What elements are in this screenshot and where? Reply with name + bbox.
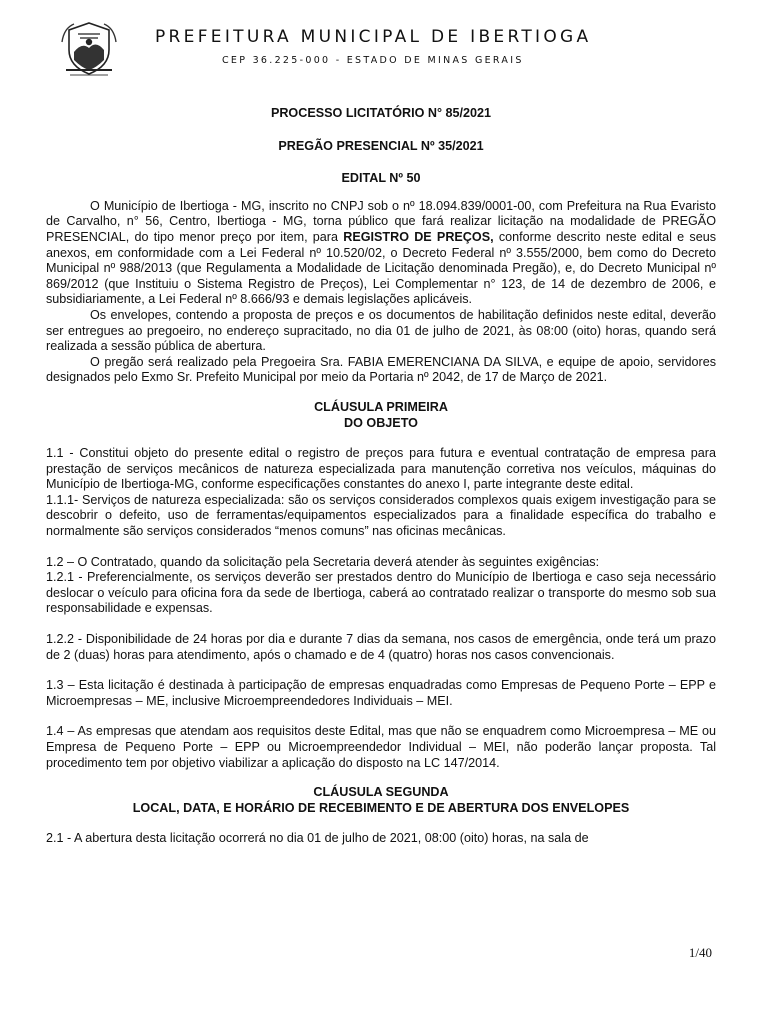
item-2-1: 2.1 - A abertura desta licitação ocorrerá no dia 01 de julho de 2021, 08:00 (oito) horas, na sala de — [46, 831, 589, 846]
item-1-1-1: 1.1.1- Serviços de natureza especializada: são os serviços considerados complexos quais exigem investigação para se descobrir o defeito, uso de ferramentas/equipamentos especializados para a finalidade específica do trabalho e normalmente são serviços considerados “menos comuns” nas oficinas mecânicas. — [46, 492, 716, 539]
pregao-title: PREGÃO PRESENCIAL Nº 35/2021 — [278, 138, 484, 153]
process-title: PROCESSO LICITATÓRIO N° 85/2021 — [270, 106, 492, 120]
letterhead-subtitle: CEP 36.225-000 - ESTADO DE MINAS GERAIS — [222, 55, 524, 66]
item-1-1: 1.1 - Constitui objeto do presente edital o registro de preços para futura e eventual contratação de empresa para prestação de serviços mecânicos de natureza especializada para manutenção corretiva nos veículos, máquinas do Município de Ibertioga-MG, conforme especificações constantes do anexo I, parte integrante deste edital. — [46, 446, 716, 492]
item-1-2: 1.2 – O Contratado, quando da solicitação pela Secretaria deverá atender às seguintes exigências: — [46, 554, 600, 569]
item-1-3: 1.3 – Esta licitação é destinada à participação de empresas enquadradas como Empresas de Pequeno Porte – EPP e Microempresas – ME, inclusive Microempreendedores Individuais – MEI. — [46, 678, 716, 708]
letterhead-title: PREFEITURA MUNICIPAL DE IBERTIOGA — [155, 27, 592, 47]
item-1-4: 1.4 – As empresas que atendam aos requisitos deste Edital, mas que não se enquadrem como Microempresa – ME ou Empresa de Pequeno Porte – EPP ou Microempreendedor Individual – MEI, não poderão lançar proposta. Tal procedimento tem por objetivo viabilizar a aplicação do disposto na LC 147/2014. — [46, 724, 716, 770]
item-1-2-1: 1.2.1 - Preferencialmente, os serviços deverão ser prestados dentro do Município de Ibertioga e caso seja necessário deslocar o veículo para oficina fora da sede de Ibertioga, caberá ao contratado realizar o transporte do mesmo sob sua responsabilidade e expensas. — [46, 570, 716, 616]
intro-paragraph-3: O pregão será realizado pela Pregoeira Sra. FABIA EMERENCIANA DA SILVA, e equipe de apoio, servidores designados pelo Exmo Sr. Prefeito Municipal por meio da Portaria nº 2042, de 17 de Março de 2021. — [46, 354, 716, 385]
intro-bold-text: REGISTRO DE PREÇOS, — [343, 229, 494, 244]
clause-2-heading: CLÁUSULA SEGUNDA — [313, 785, 449, 800]
letterhead — [0, 0, 770, 90]
clause-1-subheading: DO OBJETO — [344, 415, 418, 430]
intro-text-b: conforme descrito neste edital e seus anexos, em conformidade com a Lei Federal nº 10.520/02, o Decreto Federal nº 3.555/2000, bem como do Decreto Municipal nº 988/2013 (que Regulamenta a Modalidade de Licitação denominada Pregão), e, do Decreto Municipal nº 869/2012 (que Instituiu o Sistema Registro de Preços), Lei Complementar n° 123, de 14 de dezembro de 2006, e subsidiariamente, a Lei Federal nº 8.666/93 e demais legislações aplicáveis. — [46, 229, 717, 307]
document-body — [46, 106, 716, 847]
page-number: 1/40 — [688, 945, 712, 960]
edital-title: EDITAL Nº 50 — [341, 171, 421, 186]
item-1-2-2: 1.2.2 - Disponibilidade de 24 horas por dia e durante 7 dias da semana, nos casos de emergência, onde terá um prazo de 2 (duas) horas para atendimento, após o chamado e de 4 (quatro) horas nos casos convencionais. — [46, 632, 716, 662]
municipal-seal-icon — [60, 20, 118, 78]
intro-paragraph-2: Os envelopes, contendo a proposta de preços e os documentos de habilitação definidos neste edital, deverão ser entregues ao pregoeiro, no endereço supracitado, no dia 01 de julho de 2021, às 08:00 (oito) horas, quando será realizada a sessão pública de abertura. — [46, 307, 716, 354]
intro-text-a: O Município de Ibertioga - MG, inscrito no CNPJ sob o nº 18.094.839/0001-00, com Prefeitura na Rua Evaristo de Carvalho, n° 56, Centro, Ibertioga - MG, torna público que fará realizar licitação na modalidade de PREGÃO PRESENCIAL, do tipo menor preço por item, para — [46, 198, 716, 244]
clause-2-subheading: LOCAL, DATA, E HORÁRIO DE RECEBIMENTO E DE ABERTURA DOS ENVELOPES — [132, 800, 630, 815]
clause-1-heading: CLÁUSULA PRIMEIRA — [314, 399, 448, 414]
intro-paragraph-1 — [46, 199, 716, 308]
